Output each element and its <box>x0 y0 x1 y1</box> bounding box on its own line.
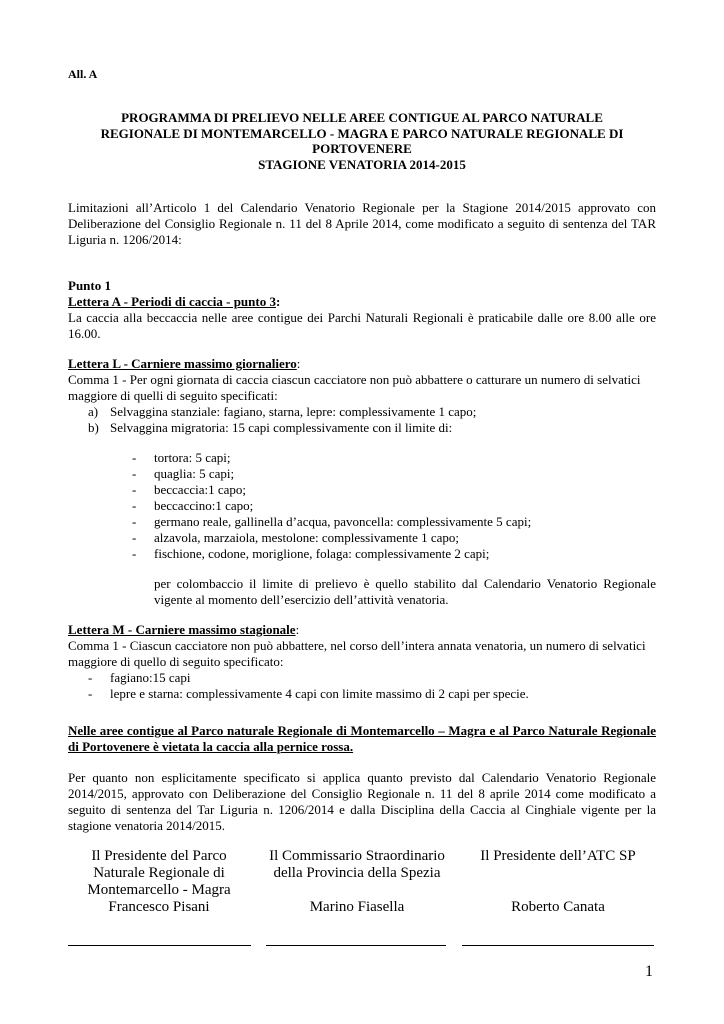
signatory-name: Marino Fiasella <box>309 899 405 915</box>
signatory-name: Roberto Canata <box>511 899 605 915</box>
lettera-m-colon: : <box>295 622 300 637</box>
list-marker: - <box>132 450 137 465</box>
list-item <box>132 466 656 482</box>
list-item-text: fagiano:15 capi <box>110 670 191 685</box>
signature-line <box>68 945 251 946</box>
signature-line <box>462 945 654 946</box>
punto-heading: Punto 1 <box>68 278 111 293</box>
list-item-text: tortora: 5 capi; <box>154 450 231 465</box>
list-item-text: beccaccia:1 capo; <box>154 482 247 497</box>
list-marker: b) <box>88 420 99 435</box>
list-item <box>132 514 656 530</box>
lettera-m-heading <box>68 622 656 638</box>
attachment-label: All. A <box>68 67 98 81</box>
lettera-l-heading <box>68 356 656 372</box>
list-item <box>132 546 656 562</box>
signature-role-line: Il Presidente del Parco <box>91 848 227 864</box>
title-line: REGIONALE DI MONTEMARCELLO - MAGRA E PARCO NATURALE REGIONALE DI <box>100 125 624 141</box>
list-marker: - <box>132 466 137 481</box>
signature-role-line: della Provincia della Spezia <box>273 865 441 881</box>
season-title: STAGIONE VENATORIA 2014-2015 <box>258 156 466 172</box>
signature-role-line: Il Presidente dell’ATC SP <box>480 848 636 864</box>
signature-role-line: Naturale Regionale di <box>93 865 225 881</box>
colombaccio-note: per colombaccio il limite di prelievo è quello stabilito dal Calendario Venatorio Regionale vigente al momento dell’esercizio dell’attività venatoria. <box>154 576 656 607</box>
list-item <box>132 450 656 466</box>
title-line: PORTOVENERE <box>312 141 412 156</box>
migratory-limits-list <box>68 450 656 562</box>
lettera-l-comma: Comma 1 - Per ogni giornata di caccia ciascun cacciatore non può abbattere o catturare un numero di selvatici maggiore di quelli di seguito specificati: <box>68 372 641 403</box>
list-marker: a) <box>88 404 99 419</box>
lettera-m-title: Lettera M - Carniere massimo stagionale <box>68 622 296 637</box>
list-item-text: germano reale, gallinella d’acqua, pavoncella: complessivamente 5 capi; <box>154 514 532 529</box>
list-item <box>132 482 656 498</box>
list-item <box>132 530 656 546</box>
signature-block-park-president <box>68 848 250 916</box>
signature-role-line: Il Commissario Straordinario <box>269 848 445 864</box>
document-title <box>68 110 656 172</box>
signature-role-line: Montemarcello - Magra <box>87 882 231 898</box>
lettera-a-text: La caccia alla beccaccia nelle aree contigue dei Parchi Naturali Regionali è praticabile dalle ore 8.00 alle ore 16.00. <box>68 310 656 341</box>
list-item <box>88 686 656 702</box>
list-marker: - <box>88 686 93 701</box>
list-marker: - <box>132 498 137 513</box>
punto-section <box>68 278 656 702</box>
list-marker: - <box>132 530 137 545</box>
list-item <box>88 670 656 686</box>
lettera-a-colon: : <box>275 294 281 309</box>
title-line: PROGRAMMA DI PRELIEVO NELLE AREE CONTIGUE AL PARCO NATURALE <box>121 110 603 125</box>
seasonal-limits-list <box>68 670 656 702</box>
lettera-l-colon: : <box>296 356 301 371</box>
list-item <box>132 498 656 514</box>
list-item-text: alzavola, marzaiola, mestolone: complessivamente 1 capo; <box>154 530 460 545</box>
list-marker: - <box>132 546 137 561</box>
signatory-name: Francesco Pisani <box>108 899 210 915</box>
list-item-text: Selvaggina migratoria: 15 capi complessivamente con il limite di: <box>110 420 453 435</box>
list-marker: - <box>132 482 137 497</box>
lettera-a-title: Lettera A - Periodi di caccia - punto 3 <box>68 294 276 309</box>
list-item-text: quaglia: 5 capi; <box>154 466 235 481</box>
signature-block-commissioner <box>266 848 448 916</box>
prohibition-notice: Nelle aree contigue al Parco naturale Regionale di Montemarcello – Magra e al Parco Naturale Regionale di Portovenere è vietata la caccia alla pernice rossa. <box>68 723 656 754</box>
page-number: 1 <box>645 963 653 980</box>
list-item <box>88 404 656 420</box>
list-marker: - <box>88 670 93 685</box>
signature-line <box>266 945 446 946</box>
intro-paragraph: Limitazioni all’Articolo 1 del Calendario Venatorio Regionale per la Stagione 2014/2015 approvato con Deliberazione del Consiglio Regionale n. 11 del 8 Aprile 2014, come modificato a seguito di sentenza del TAR Liguria n. 1206/2014: <box>68 200 656 247</box>
signature-block-atc-president <box>462 848 654 916</box>
list-item-text: fischione, codone, moriglione, folaga: complessivamente 2 capi; <box>154 546 490 561</box>
list-item-text: Selvaggina stanziale: fagiano, starna, lepre: complessivamente 1 capo; <box>110 404 477 419</box>
closing-paragraph: Per quanto non esplicitamente specificato si applica quanto previsto dal Calendario Venatorio Regionale 2014/2015, approvato con Deliberazione del Consiglio Regionale n. 11 del 8 aprile 2014 come modificato a seguito di sentenza del Tar Liguria n. 1206/2014 e dalla Disciplina della Caccia al Cinghiale vigente per la stagione venatoria 2014/2015. <box>68 770 656 833</box>
list-item-text: beccaccino:1 capo; <box>154 498 254 513</box>
lettera-a-heading <box>68 294 656 310</box>
list-marker: - <box>132 514 137 529</box>
list-item <box>88 420 656 436</box>
lettera-l-title: Lettera L - Carniere massimo giornaliero <box>68 356 297 371</box>
lettera-m-comma: Comma 1 - Ciascun cacciatore non può abbattere, nel corso dell’intera annata venatoria, un numero di selvatici maggiore di quello di seguito specificato: <box>68 638 646 669</box>
lettera-l-list <box>68 404 656 436</box>
list-item-text: lepre e starna: complessivamente 4 capi con limite massimo di 2 capi per specie. <box>110 686 529 701</box>
